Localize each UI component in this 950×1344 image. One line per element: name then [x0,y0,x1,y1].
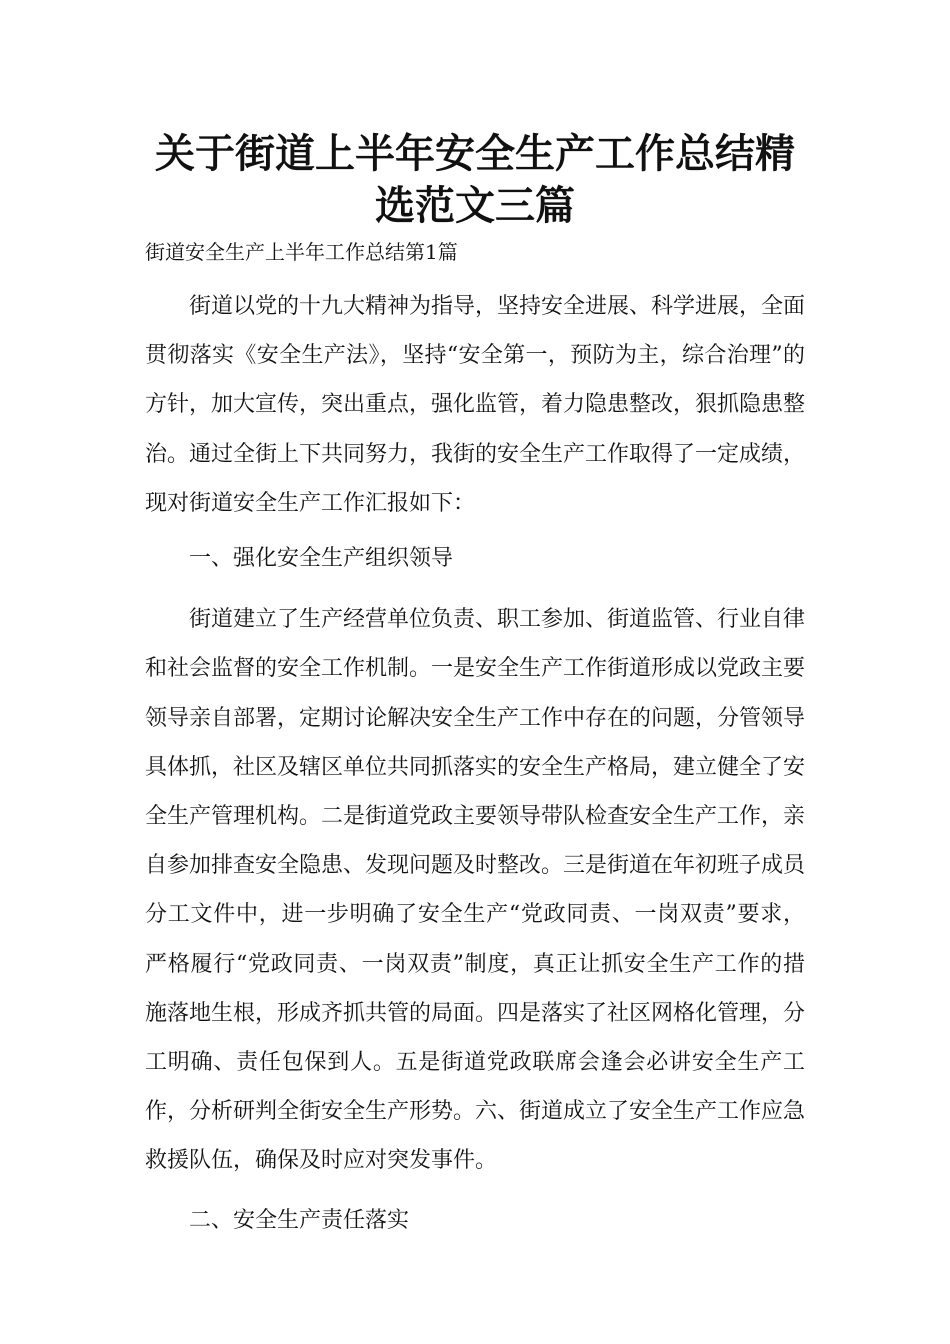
document-page [145,128,805,1245]
document-subtitle: 街道安全生产上半年工作总结第1篇 [145,240,458,264]
section-heading-1: 一、强化安全生产组织领导 [189,546,454,572]
section-heading-2: 二、安全生产责任落实 [189,1207,410,1233]
paragraph-intro: 街道以党的十九大精神为指导，坚持安全进展、科学进展，全面贯彻落实《安全生产法》，坚持“安全第一，预防为主，综合治理”的方针，加大宣传，突出重点，强化监管，着力隐患整改，狠抓隐患整治。通过全街上下共同努力，我街的安全生产工作取得了一定成绩，现对街道安全生产工作汇报如下： [145,294,806,516]
paragraph-section-1: 街道建立了生产经营单位负责、职工参加、街道监管、行业自律和社会监督的安全工作机制。一是安全生产工作街道形成以党政主要领导亲自部署，定期讨论解决安全生产工作中存在的问题，分管领导具体抓，社区及辖区单位共同抓落实的安全生产格局，建立健全了安全生产管理机构。二是街道党政主要领导带队检查安全生产工作，亲自参加排查安全隐患、发现问题及时整改。三是街道在年初班子成员分工文件中，进一步明确了安全生产“党政同责、一岗双责”要求，严格履行“党政同责、一岗双责”制度，真正让抓安全生产工作的措施落地生根，形成齐抓共管的局面。四是落实了社区网格化管理，分工明确、责任包保到人。五是街道党政联席会逢会必讲安全生产工作，分析研判全街安全生产形势。六、街道成立了安全生产工作应急救援队伍，确保及时应对突发事件。 [145,607,806,1174]
document-title: 关于街道上半年安全生产工作总结精选范文三篇 [155,131,795,229]
